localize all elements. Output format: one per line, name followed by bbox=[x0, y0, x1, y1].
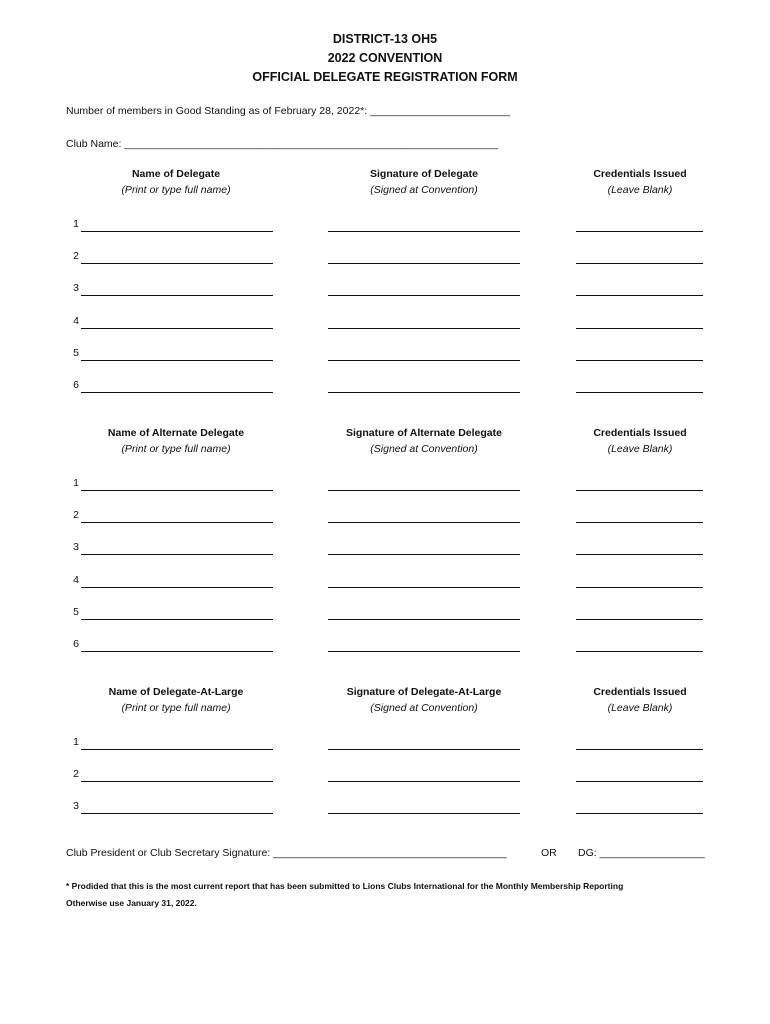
section-2-col-3-title: Credentials Issued bbox=[593, 427, 687, 439]
section-1-name-field[interactable] bbox=[81, 231, 273, 232]
section-3-signature-field[interactable] bbox=[328, 749, 520, 750]
section-1-col-2-title: Signature of Delegate bbox=[370, 168, 478, 180]
section-2-col-2-title: Signature of Alternate Delegate bbox=[346, 427, 502, 439]
section-1-name-field[interactable] bbox=[81, 295, 273, 296]
section-3-signature-field[interactable] bbox=[328, 781, 520, 782]
section-1-credentials-field[interactable] bbox=[576, 392, 703, 393]
section-1-name-field[interactable] bbox=[81, 360, 273, 361]
section-2-signature-field[interactable] bbox=[328, 490, 520, 491]
row-number: 1 bbox=[73, 218, 79, 230]
section-2-name-field[interactable] bbox=[81, 619, 273, 620]
section-2-name-field[interactable] bbox=[81, 522, 273, 523]
section-2-col-1-title: Name of Alternate Delegate bbox=[107, 427, 245, 439]
section-1-col-3-title: Credentials Issued bbox=[593, 168, 687, 180]
section-2-credentials-field[interactable] bbox=[576, 619, 703, 620]
section-3-col-2-subtitle: (Signed at Convention) bbox=[370, 702, 478, 714]
section-1-col-2-subtitle: (Signed at Convention) bbox=[370, 184, 478, 196]
section-1-signature-field[interactable] bbox=[328, 263, 520, 264]
section-2-credentials-field[interactable] bbox=[576, 490, 703, 491]
section-1-credentials-field[interactable] bbox=[576, 360, 703, 361]
row-number: 2 bbox=[73, 250, 79, 263]
row-number: 6 bbox=[73, 379, 79, 391]
section-2-name-field[interactable] bbox=[81, 490, 273, 491]
section-1-credentials-field[interactable] bbox=[576, 231, 703, 232]
row-number: 1 bbox=[73, 736, 79, 748]
section-2-col-3-subtitle: (Leave Blank) bbox=[607, 443, 673, 455]
section-1-col-1-title: Name of Delegate bbox=[131, 168, 221, 180]
section-2-name-field[interactable] bbox=[81, 587, 273, 588]
form-title-convention: 2022 CONVENTION bbox=[327, 51, 443, 65]
club-name-field[interactable]: Club Name: ________________________________________________________________ bbox=[66, 138, 499, 150]
section-3-col-1-title: Name of Delegate-At-Large bbox=[108, 686, 244, 698]
section-1-name-field[interactable] bbox=[81, 263, 273, 264]
row-number: 3 bbox=[73, 282, 79, 295]
row-number: 3 bbox=[73, 800, 79, 813]
section-2-signature-field[interactable] bbox=[328, 651, 520, 652]
section-3-col-3-title: Credentials Issued bbox=[593, 686, 687, 698]
section-3-credentials-field[interactable] bbox=[576, 749, 703, 750]
section-1-col-1-subtitle: (Print or type full name) bbox=[121, 184, 231, 196]
or-label: OR bbox=[541, 847, 557, 859]
footnote-line-2: Otherwise use January 31, 2022. bbox=[66, 898, 197, 908]
section-2-name-field[interactable] bbox=[81, 651, 273, 652]
section-2-signature-field[interactable] bbox=[328, 587, 520, 588]
section-3-signature-field[interactable] bbox=[328, 813, 520, 814]
row-number: 2 bbox=[73, 509, 79, 522]
section-2-signature-field[interactable] bbox=[328, 522, 520, 523]
dg-signature-field[interactable]: DG: __________________ bbox=[578, 847, 705, 859]
section-3-credentials-field[interactable] bbox=[576, 813, 703, 814]
row-number: 5 bbox=[73, 346, 79, 359]
section-2-credentials-field[interactable] bbox=[576, 554, 703, 555]
section-2-credentials-field[interactable] bbox=[576, 587, 703, 588]
section-1-signature-field[interactable] bbox=[328, 392, 520, 393]
section-3-credentials-field[interactable] bbox=[576, 781, 703, 782]
footnote-line-1: * Prodided that this is the most current report that has been submitted to Lions Clubs International for the Monthly Membership Reporting bbox=[66, 881, 624, 891]
section-3-col-3-subtitle: (Leave Blank) bbox=[607, 702, 673, 714]
section-1-credentials-field[interactable] bbox=[576, 295, 703, 296]
form-title-registration: OFFICIAL DELEGATE REGISTRATION FORM bbox=[252, 70, 518, 84]
section-1-credentials-field[interactable] bbox=[576, 263, 703, 264]
section-2-signature-field[interactable] bbox=[328, 619, 520, 620]
row-number: 4 bbox=[73, 314, 79, 327]
section-1-signature-field[interactable] bbox=[328, 328, 520, 329]
section-3-name-field[interactable] bbox=[81, 749, 273, 750]
row-number: 4 bbox=[73, 573, 79, 586]
row-number: 1 bbox=[73, 477, 79, 489]
section-3-col-1-subtitle: (Print or type full name) bbox=[121, 702, 231, 714]
section-2-signature-field[interactable] bbox=[328, 554, 520, 555]
section-2-col-1-subtitle: (Print or type full name) bbox=[121, 443, 231, 455]
section-3-col-2-title: Signature of Delegate-At-Large bbox=[346, 686, 502, 698]
section-2-credentials-field[interactable] bbox=[576, 651, 703, 652]
section-1-credentials-field[interactable] bbox=[576, 328, 703, 329]
section-2-col-2-subtitle: (Signed at Convention) bbox=[370, 443, 478, 455]
row-number: 5 bbox=[73, 605, 79, 618]
row-number: 2 bbox=[73, 768, 79, 781]
section-2-credentials-field[interactable] bbox=[576, 522, 703, 523]
form-title-district: DISTRICT-13 OH5 bbox=[332, 32, 438, 46]
section-1-col-3-subtitle: (Leave Blank) bbox=[607, 184, 673, 196]
section-1-name-field[interactable] bbox=[81, 328, 273, 329]
section-1-signature-field[interactable] bbox=[328, 231, 520, 232]
president-signature-field[interactable]: Club President or Club Secretary Signature: ________________________________________ bbox=[66, 847, 507, 859]
row-number: 3 bbox=[73, 541, 79, 554]
section-1-signature-field[interactable] bbox=[328, 295, 520, 296]
section-3-name-field[interactable] bbox=[81, 781, 273, 782]
section-1-name-field[interactable] bbox=[81, 392, 273, 393]
row-number: 6 bbox=[73, 638, 79, 650]
section-1-signature-field[interactable] bbox=[328, 360, 520, 361]
section-3-name-field[interactable] bbox=[81, 813, 273, 814]
section-2-name-field[interactable] bbox=[81, 554, 273, 555]
members-in-good-standing-field[interactable]: Number of members in Good Standing as of February 28, 2022*: ________________________ bbox=[66, 105, 511, 117]
